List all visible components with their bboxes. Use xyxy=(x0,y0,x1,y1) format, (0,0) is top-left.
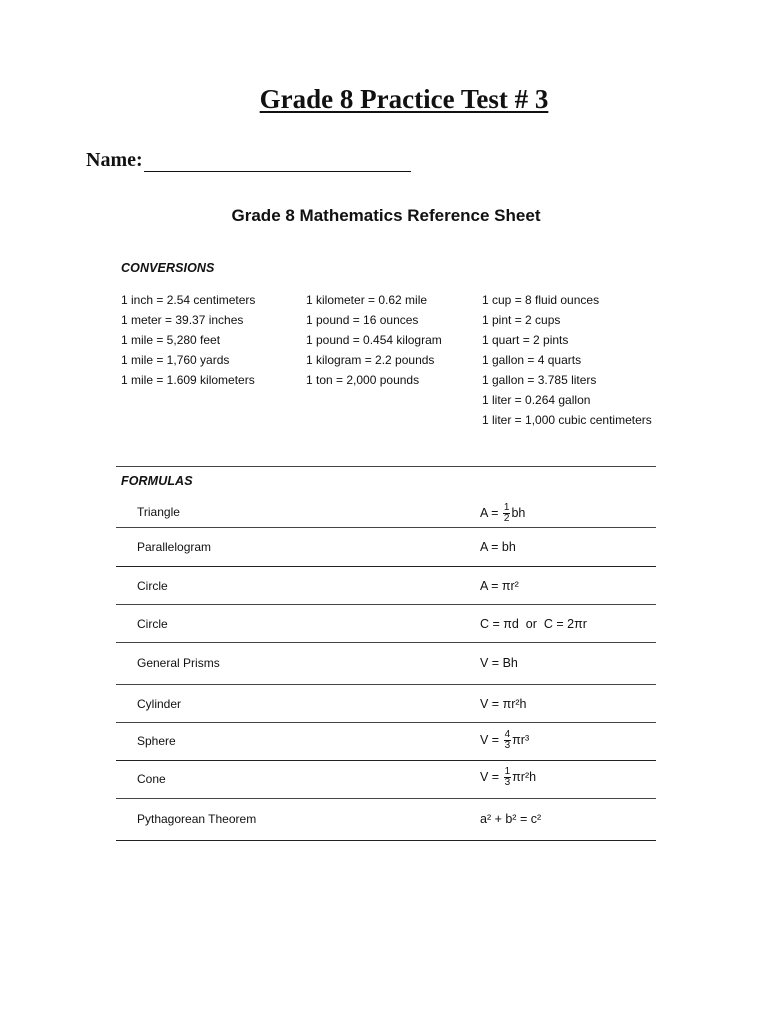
formula-divider xyxy=(116,566,656,567)
fraction-denominator: 3 xyxy=(504,777,511,788)
formula-name: Circle xyxy=(137,579,168,593)
formula-expression: V = πr²h xyxy=(480,697,527,711)
conversion-item: 1 kilogram = 2.2 pounds xyxy=(306,353,435,367)
formula-name: Pythagorean Theorem xyxy=(137,812,257,826)
reference-sheet-title: Grade 8 Mathematics Reference Sheet xyxy=(231,206,541,225)
conversion-item: 1 gallon = 4 quarts xyxy=(482,353,582,367)
formula-name: General Prisms xyxy=(137,656,220,670)
conversions-column-length xyxy=(121,290,255,390)
conversion-item: 1 pound = 0.454 kilogram xyxy=(306,333,442,347)
fraction-denominator: 3 xyxy=(504,740,511,751)
fraction-numerator: 4 xyxy=(504,729,511,740)
conversions-heading: CONVERSIONS xyxy=(121,261,215,275)
conversion-item: 1 cup = 8 fluid ounces xyxy=(482,293,600,307)
formula-expression xyxy=(480,767,536,788)
conversion-item: 1 inch = 2.54 centimeters xyxy=(121,293,256,307)
formula-expression xyxy=(480,503,525,524)
formula-expression: V = Bh xyxy=(480,656,518,670)
conversion-item: 1 mile = 5,280 feet xyxy=(121,333,221,347)
conversion-item: 1 liter = 0.264 gallon xyxy=(482,393,591,407)
fraction-denominator: 2 xyxy=(503,513,510,524)
conversion-item: 1 gallon = 3.785 liters xyxy=(482,373,597,387)
formula-divider xyxy=(116,760,656,761)
formula-divider xyxy=(116,722,656,723)
formula-expression xyxy=(480,730,529,751)
formulas-bottom-divider xyxy=(116,840,656,841)
formula-expression: A = bh xyxy=(480,540,516,554)
formula-name: Cone xyxy=(137,772,166,786)
formulas-heading: FORMULAS xyxy=(121,474,193,488)
conversions-column-weight xyxy=(306,290,442,390)
conversion-item: 1 kilometer = 0.62 mile xyxy=(306,293,428,307)
conversion-item: 1 liter = 1,000 cubic centimeters xyxy=(482,413,652,427)
conversions-column-volume xyxy=(482,290,652,430)
formula-name: Cylinder xyxy=(137,697,182,711)
formula-expression: C = πd or C = 2πr xyxy=(480,617,587,631)
name-field-row xyxy=(86,149,411,172)
formula-rhs: πr³ xyxy=(512,732,530,747)
name-label: Name: xyxy=(86,149,143,171)
formula-divider xyxy=(116,642,656,643)
formula-name: Parallelogram xyxy=(137,540,212,554)
formula-divider xyxy=(116,527,656,528)
fraction xyxy=(504,730,512,751)
formula-divider xyxy=(116,798,656,799)
formula-name: Triangle xyxy=(137,505,180,519)
fraction-numerator: 1 xyxy=(503,502,510,513)
conversion-item: 1 meter = 39.37 inches xyxy=(121,313,244,327)
conversion-item: 1 pound = 16 ounces xyxy=(306,313,419,327)
formulas-top-divider xyxy=(116,466,656,467)
formula-expression: A = πr² xyxy=(480,579,519,593)
formula-lhs: V = xyxy=(480,769,503,784)
name-blank-line[interactable] xyxy=(144,154,411,172)
formula-divider xyxy=(116,604,656,605)
fraction xyxy=(503,503,511,524)
conversion-item: 1 quart = 2 pints xyxy=(482,333,569,347)
formula-name: Sphere xyxy=(137,734,176,748)
fraction-numerator: 1 xyxy=(504,766,511,777)
conversion-item: 1 ton = 2,000 pounds xyxy=(306,373,420,387)
conversion-item: 1 pint = 2 cups xyxy=(482,313,561,327)
formula-name: Circle xyxy=(137,617,168,631)
formula-expression: a² + b² = c² xyxy=(480,812,542,826)
fraction xyxy=(504,767,512,788)
test-title: Grade 8 Practice Test # 3 xyxy=(259,84,549,114)
formula-lhs: V = xyxy=(480,732,503,747)
conversion-item: 1 mile = 1.609 kilometers xyxy=(121,373,255,387)
formula-rhs: πr²h xyxy=(512,769,537,784)
conversion-item: 1 mile = 1,760 yards xyxy=(121,353,230,367)
formula-lhs: A = xyxy=(480,505,502,520)
formula-divider xyxy=(116,684,656,685)
formula-rhs: bh xyxy=(511,505,526,520)
